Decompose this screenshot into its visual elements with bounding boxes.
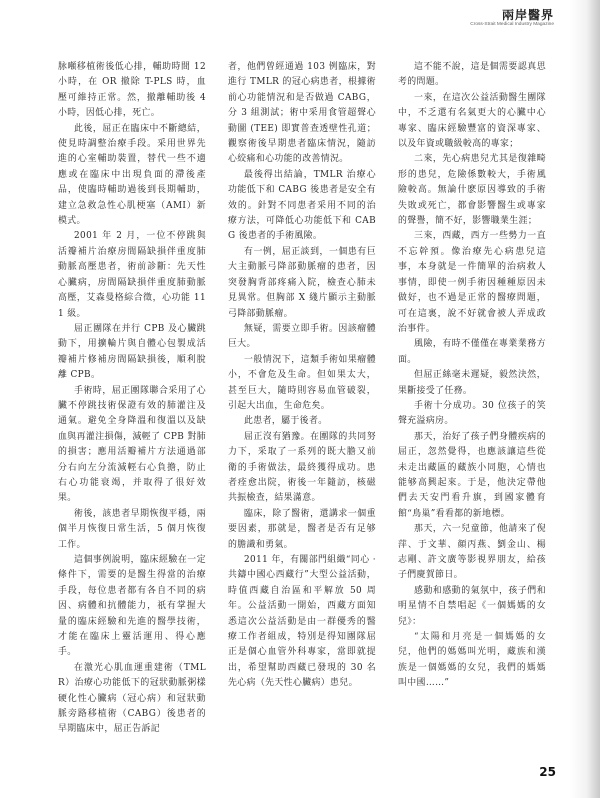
article-paragraph: 那天，六一兒童節，他請來了倪萍、于文華、顔丙燕、劉金山、楊志剛、許文廣等影視界朋友，給孩子們慶賀節日。 [398,524,546,581]
article-paragraph: 在激光心肌血運重建術（TMLR）治療心功能低下的冠狀動脈粥樣硬化性心臟病（冠心病）和冠狀動脈旁路移植術（CABG）後患者的早期臨床中，屈正告訴記 [58,662,206,735]
article-paragraph: 這不能不說，這是個需要認真思考的問題。 [398,62,546,88]
article-paragraph: 無疑，需要立即手術。因該瘤體巨大。 [228,323,376,350]
article-paragraph: 二來，先心病患兒尤其是復雜畸形的患兒，危險係數較大，手術風險較高。無論什麽原因導致的手術失敗或死亡，都會影響醫生或專家的聲譽，簡不好，影響職業生涯； [398,154,546,227]
article-columns [58,60,546,758]
article-paragraph: 手術時，屈正團隊聯合采用了心臟不停跳技術保證有效的肺灌注及通氣。避免全身降溫和復溫以及缺血與再灌注損傷，減輕了 CPB 對肺的損害；應用活瓣補片方法通過部分右向左分流減輕右心負擔，防止右心功能衰竭，并取得了很好效果。 [58,385,206,504]
article-paragraph: 三來，西藏，西方一些勢力一直不忘幹預。像治療先心病患兒這事，本身就是一件簡單的治病救人事情，即使一例手術因種種原因未做好，也不過是正常的醫療問題，可在這裏，說不好就會被人弄成政治事件。 [398,231,546,334]
article-paragraph: 最後得出結論，TMLR 治療心功能低下和 CABG 後患者是安全有效的。針對不同患者采用不同的治療方法，可降低心功能低下和 CABG 後患者的手術風險。 [228,169,376,242]
article-paragraph: 此患者，屬于後者。 [244,416,328,427]
article-paragraph: 者，他們曾經通過 103 例臨床，對進行 TMLR 的冠心病患者，根據術前心功能情況和是否做過 CABG，分 3 組測試；術中采用食管超聲心動圖 (TEE) 即實普查透壁性孔道；觀察術後早期患者臨床情況，隨訪心絞痛和心功能的改善情況。 [228,62,376,165]
article-paragraph: 但屈正絲毫未遲疑，毅然決然，果斷接受了任務。 [398,370,546,396]
article-paragraph: 臨床，除了醫術，還講求一個重要因素，那就是，醫者是否有足够的膽識和勇氣。 [228,508,376,550]
article-paragraph: 有一例，屈正談到，一個患有巨大主動脈弓降部動脈瘤的患者，因突發胸背部疼痛入院，檢查心肺未見異常。但胸部 X 綫片顯示主動脈弓降部動脈瘤。 [228,246,376,319]
article-paragraph: 屈正沒有猶豫。在團隊的共同努力下，采取了一系列的既大膽又前衛的手術做法，最終獲得成功。患者痊愈出院，術後一年隨訪，核磁共振檢查，結果滿意。 [228,431,376,504]
article-paragraph: 術後，該患者早期恢復平穩，兩個半月恢復日常生活，5 個月恢復工作。 [58,508,206,550]
page-number: 25 [539,765,556,779]
magazine-subtitle: Cross-Strait Medical Industry Magazine [470,22,554,27]
magazine-title: 兩岸醫界 [501,8,554,22]
text-column-1 [58,60,206,758]
article-paragraph: 一來，在這次公益活動醫生團隊中，不乏還有名氣更大的心臟中心專家、臨床經驗豐富的資深專家、以及年資或職級較高的專家； [398,92,546,150]
article-paragraph: 風險，有時不僅僅在專業業務方面。 [398,339,546,365]
article-paragraph: 這個事例說明，臨床經驗在一定條件下，需要的是醫生得當的治療手段，每位患者都有各自不同的病因、病體和抗體能力，祇有掌握大量的臨床經驗和先進的醫學技術，才能在臨床上靈活運用、得心應手。 [58,555,206,658]
article-paragraph: 那天，治好了孩子們身體疾病的屈正，忽然覺得，也應該讓這些從未走出藏區的藏族小同胞，心情也能够高興起來。于是，他決定帶他們去天安門看升旗，到國家體育館“鳥巢”看看都的新地標。 [398,431,546,519]
article-paragraph: 2001 年 2 月，一位不停跳與活瓣補片治療房間隔缺損伴重度肺動脈高壓患者，術前診斷：先天性心臟病，房間隔缺損伴重度肺動脈高壓，艾森曼格綜合徵，心功能 111 級。 [58,231,206,319]
text-column-2 [228,60,376,758]
article-paragraph: 此後，屈正在臨床中不斷總結，使見時調整治療手段。采用世界先進的心室輔助裝置，替代一些不適應或在臨床中出現負面的滯後產品，使臨時輔助過後到長期輔助，建立急救急性心肌梗塞（AMI）新模式。 [58,123,206,227]
article-paragraph: 脉噸移植術後低心排，輔助時間 12 小時，在 OR 撤除 T-PLS 時，血壓可維持正常。然，撤離輔助後 4 小時，因低心排，死亡。 [58,62,206,119]
article-paragraph: 一般情況下，這類手術如果瘤體小，不會危及生命。但如果太大，甚至巨大，隨時則容易血管破裂，引起大出血，生命危矣。 [228,354,376,411]
article-paragraph: 2011 年，有關部門組織“同心 · 共鑄中國心西藏行”大型公益活動，時值西藏自治區和平解放 50 周年。公益活動一開始，西藏方面知悉這次公益活動是由一群優秀的醫療工作者組成，特別是得知團隊屈正是個心血管外科專家，當即就提出，希望幫助西藏已發現的 30 名先心病（先天性心臟病）患兒。 [228,555,376,689]
page-fold-shadow [570,0,600,798]
article-paragraph: 手術十分成功。30 位孩子的笑聲充溢病房。 [398,400,546,427]
masthead [470,8,554,28]
article-paragraph: “太陽和月亮是一個媽媽的女兒，他們的媽媽叫光明，藏族和漢族是一個媽媽的女兒，我們的媽媽叫中國……” [398,632,546,689]
text-column-3 [398,60,546,758]
article-paragraph: 屈正團隊在并行 CPB 及心臟跳動下，用擴輪片與自體心包製成活瓣補片修補房間隔缺損後，順利脫離 CPB。 [58,323,206,381]
article-paragraph: 感動和感動的氣氛中，孩子們和明星情不自禁唱起《一個媽媽的女兒》： [398,585,546,627]
